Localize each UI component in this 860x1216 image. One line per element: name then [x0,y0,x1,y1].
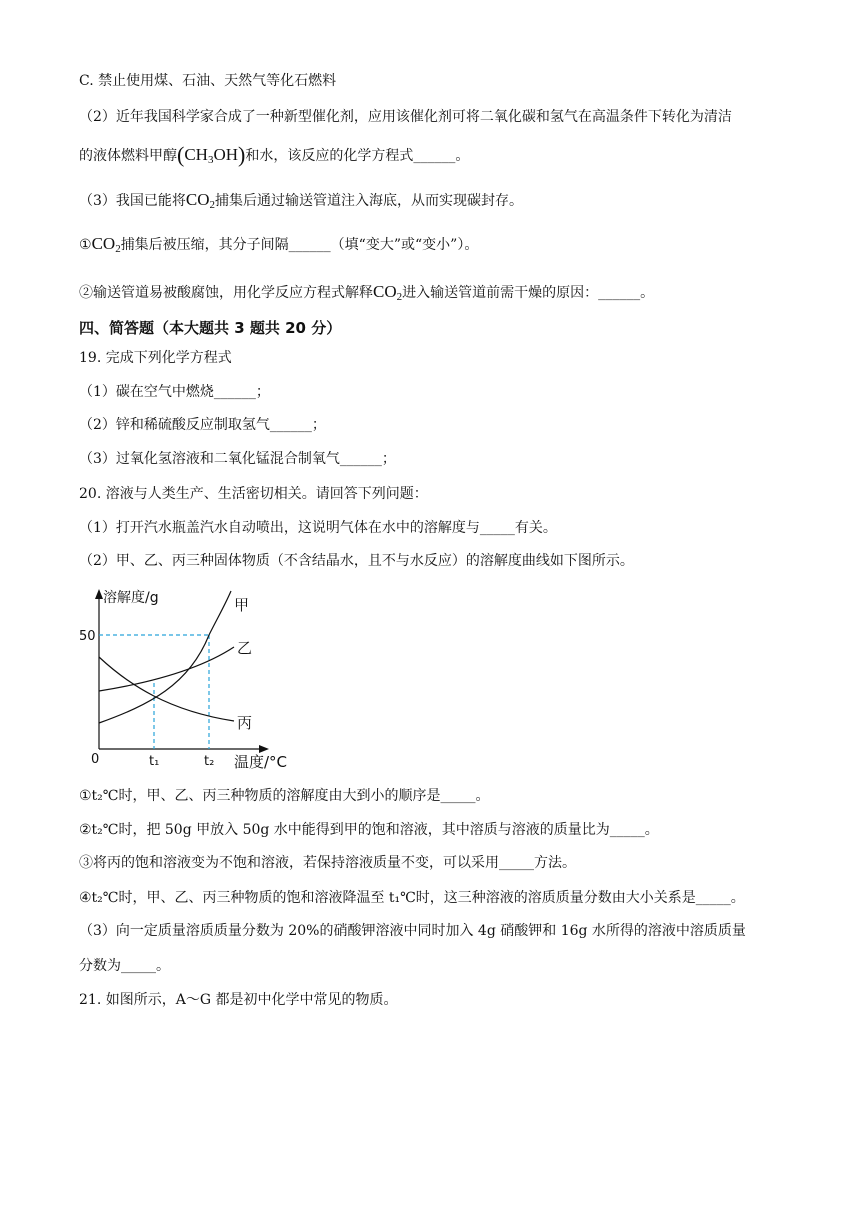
x-tick-t1: t₁ [149,754,160,769]
question-21: 21. 如图所示，A～G 都是初中化学中常见的物质。 [79,992,398,1008]
question-20: 20. 溶液与人类生产、生活密切相关。请回答下列问题： [79,486,428,502]
question-20-2-a2: ②t₂℃时，把 50g 甲放入 50g 水中能得到甲的饱和溶液，其中溶质与溶液的质量比为_____。 [79,822,659,838]
section-heading: 四、简答题（本大题共 3 题共 20 分） [79,319,342,337]
question-19: 19. 完成下列化学方程式 [79,350,232,366]
series-bing-label: 丙 [237,714,253,732]
question-20-2-a4: ④t₂℃时，甲、乙、丙三种物质的饱和溶液降温至 t₁℃时，这三种溶液的溶质质量分数由大小关系是_____。 [79,890,745,906]
question-20-1: （1）打开汽水瓶盖汽水自动喷出，这说明气体在水中的溶解度与_____有关。 [79,520,557,536]
option-c: C. 禁止使用煤、石油、天然气等化石燃料 [79,73,337,89]
question-20-2-a1: ①t₂℃时，甲、乙、丙三种物质的溶解度由大到小的顺序是_____。 [79,788,490,804]
question-3-text: （3）我国已能将$CO_2$捕集后通过输送管道注入海底，从而实现碳封存。 [79,190,524,211]
question-3-1: $①CO_2$捕集后被压缩，其分子间隔______（填“变大”或“变小”）。 [79,234,479,255]
y-axis-label: 溶解度/g [103,590,159,606]
series-jia-curve [99,591,231,723]
question-19-3: （3）过氧化氢溶液和二氧化锰混合制氧气______； [79,451,396,467]
series-yi-label: 乙 [237,639,253,657]
series-yi-curve [99,647,234,691]
series-jia-label: 甲 [234,596,250,614]
question-20-3-cont: 分数为_____。 [79,958,170,974]
question-19-2: （2）锌和稀硫酸反应制取氢气______； [79,417,326,433]
question-2-text: （2）近年我国科学家合成了一种新型催化剂，应用该催化剂可将二氧化碳和氢气在高温条件下转化为清洁 [79,109,732,125]
series-bing-curve [99,657,234,721]
question-19-1: （1）碳在空气中燃烧______； [79,384,270,400]
question-20-2-a3: ③将丙的饱和溶液变为不饱和溶液，若保持溶液质量不变，可以采用_____方法。 [79,855,576,871]
question-2-text-cont: 的液体燃料甲醇$(CH_3OH)$和水，该反应的化学方程式______。 [79,142,470,167]
solubility-chart [79,585,309,780]
x-tick-t2: t₂ [204,754,215,769]
question-20-2: （2）甲、乙、丙三种固体物质（不含结晶水，且不与水反应）的溶解度曲线如下图所示。 [79,553,634,569]
y-tick-50: 50 [79,629,96,644]
x-axis-arrow [259,745,269,753]
origin-label: 0 [91,752,100,767]
x-axis-label: 温度/°C [234,753,288,771]
question-20-3: （3）向一定质量溶质质量分数为 20%的硝酸钾溶液中同时加入 4g 硝酸钾和 16g 水所得的溶液中溶质质量 [79,923,746,939]
y-axis-arrow [95,589,103,599]
question-3-2: ②输送管道易被酸腐蚀，用化学反应方程式解释$CO_2$进入输送管道前需干燥的原因：______。 [79,282,655,303]
